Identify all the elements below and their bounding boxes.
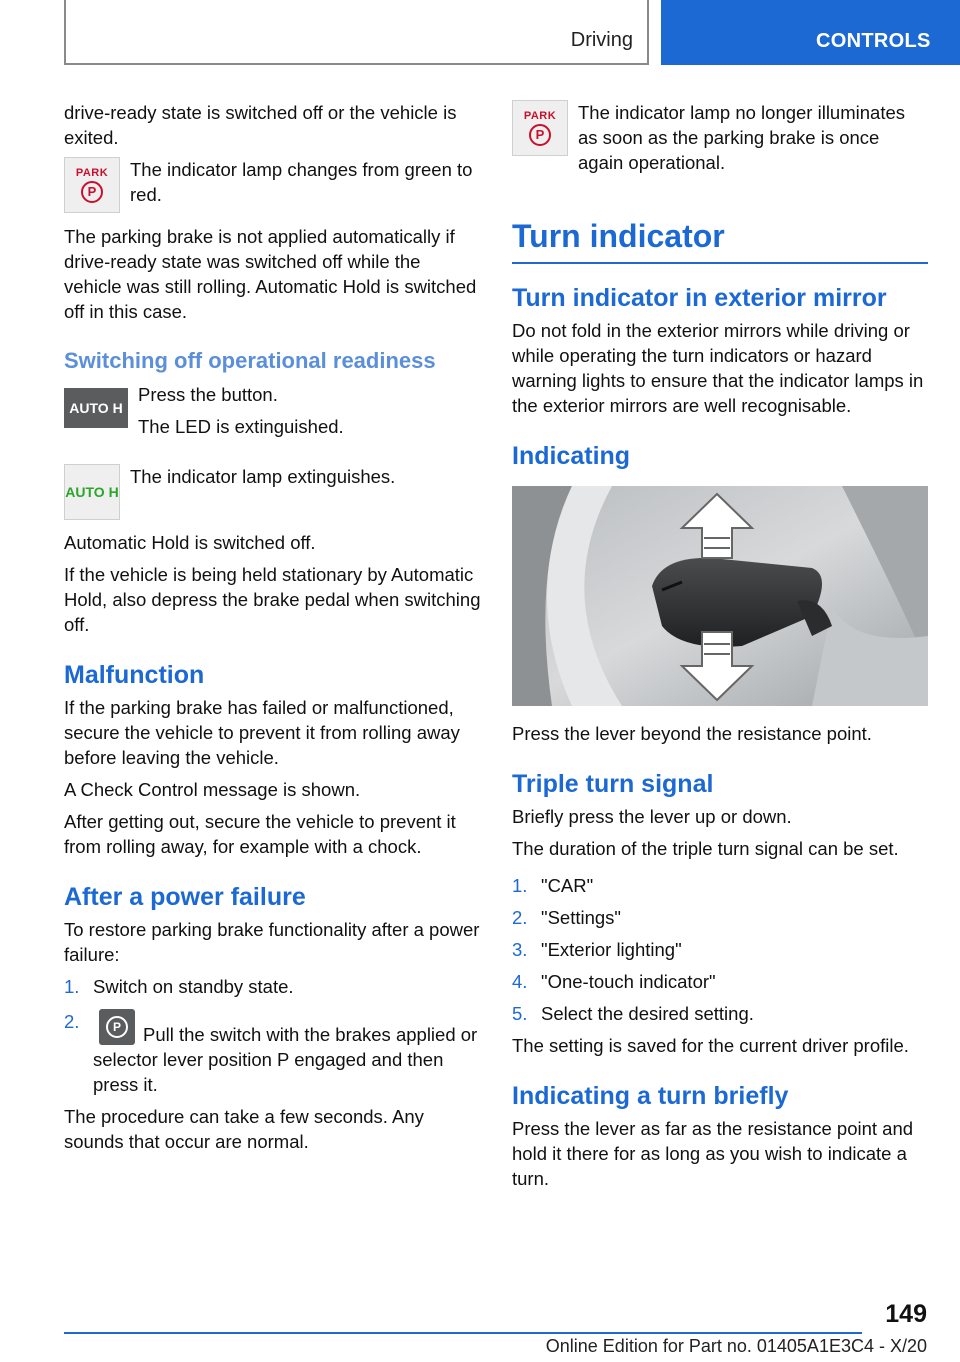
auto-hold-lamp-row: [64, 464, 482, 520]
list-item: 1. "CAR": [512, 875, 594, 896]
header-section-title: Driving: [570, 29, 633, 51]
list-item: 2. P Pull the switch with the brakes applied or selector lever position P engaged and then press it.: [64, 1011, 478, 1095]
auto-hold-button-icon: AUTO H: [64, 388, 128, 428]
indicating-heading: Indicating: [512, 442, 631, 470]
saved-text: The setting is saved for the current driver profile.: [512, 1035, 909, 1056]
list-item: 4. "One-touch indicator": [512, 971, 716, 992]
header-section-box: [64, 0, 649, 65]
held-note: If the vehicle is being held stationary by Automatic Hold, also depress the brake pedal when switching off.: [64, 564, 481, 635]
led-extinguished-text: The LED is extinguished.: [138, 416, 344, 437]
mirror-heading: Turn indicator in exterior mirror: [512, 284, 887, 312]
power-failure-text: To restore parking brake functionality after a power failure:: [64, 919, 480, 965]
edition-text: Online Edition for Part no. 01405A1E3C4 - X/20: [545, 1336, 927, 1356]
malfunction-heading: Malfunction: [64, 661, 205, 689]
lamp-extinguishes-text: The indicator lamp extinguishes.: [130, 466, 396, 487]
list-item: 5. Select the desired setting.: [512, 1003, 754, 1024]
auto-hold-lamp-icon: AUTO H: [64, 464, 120, 520]
auto-hold-off-text: Automatic Hold is switched off.: [64, 532, 316, 553]
turn-indicator-heading: Turn indicator: [512, 216, 928, 264]
switch-off-heading: Switching off operational readiness: [64, 348, 436, 373]
auto-apply-note: The parking brake is not applied automatically if drive-ready state was switched off while the vehicle was still rolling. Automatic Hold is switched off in this case.: [64, 226, 477, 322]
duration-text: The duration of the triple turn signal can be set.: [512, 838, 899, 859]
footer-divider: [64, 1332, 862, 1334]
list-item: 2. "Settings": [512, 907, 621, 928]
indicating-briefly-text: Press the lever as far as the resistance point and hold it there for as long as you wish to indicate a turn.: [512, 1118, 914, 1189]
list-item: 1. Switch on standby state.: [64, 976, 294, 997]
header-chapter-tab[interactable]: [661, 0, 960, 65]
park-lamp-text: The indicator lamp changes from green to red.: [130, 159, 473, 205]
lever-text: Press the lever beyond the resistance point.: [512, 723, 872, 744]
list-item: 3. "Exterior lighting": [512, 939, 682, 960]
power-failure-steps: [64, 974, 482, 1097]
left-column: [64, 100, 482, 1161]
indicating-briefly-heading: Indicating a turn briefly: [512, 1082, 789, 1110]
auto-hold-button-row: [64, 382, 482, 446]
parking-brake-switch-icon: P: [99, 1009, 135, 1045]
page-number: 149: [885, 1300, 927, 1328]
malfunction-text: If the parking brake has failed or malfunctioned, secure the vehicle to prevent it from rolling away before leaving the vehicle.: [64, 697, 460, 768]
triple-text: Briefly press the lever up or down.: [512, 806, 792, 827]
procedure-note: The procedure can take a few seconds. Any sounds that occur are normal.: [64, 1106, 424, 1152]
press-button-text: Press the button.: [138, 384, 278, 405]
park-brake-lamp-icon: PARK P: [64, 157, 120, 213]
park-lamp-row: [64, 157, 482, 214]
header-chapter-label: CONTROLS: [816, 30, 931, 52]
turn-indicator-lever-image: [512, 486, 928, 706]
check-control-text: A Check Control message is shown.: [64, 779, 361, 800]
intro-text: drive-ready state is switched off or the vehicle is exited.: [64, 102, 457, 148]
triple-turn-heading: Triple turn signal: [512, 770, 714, 798]
secure-text: After getting out, secure the vehicle to prevent it from rolling away, for example with a chock.: [64, 811, 456, 857]
lamp-off-text: The indicator lamp no longer illuminates as soon as the parking brake is once again operational.: [578, 102, 906, 173]
power-failure-heading: After a power failure: [64, 883, 306, 911]
park-brake-lamp-icon: PARK P: [512, 100, 568, 156]
park-lamp-off-row: [512, 100, 928, 182]
triple-turn-steps: [512, 873, 928, 1026]
mirror-text: Do not fold in the exterior mirrors while driving or while operating the turn indicators or hazard warning lights to ensure that the indicator lamps in the exterior mirrors are well recognisable.: [512, 320, 924, 416]
right-column: [512, 100, 928, 1198]
